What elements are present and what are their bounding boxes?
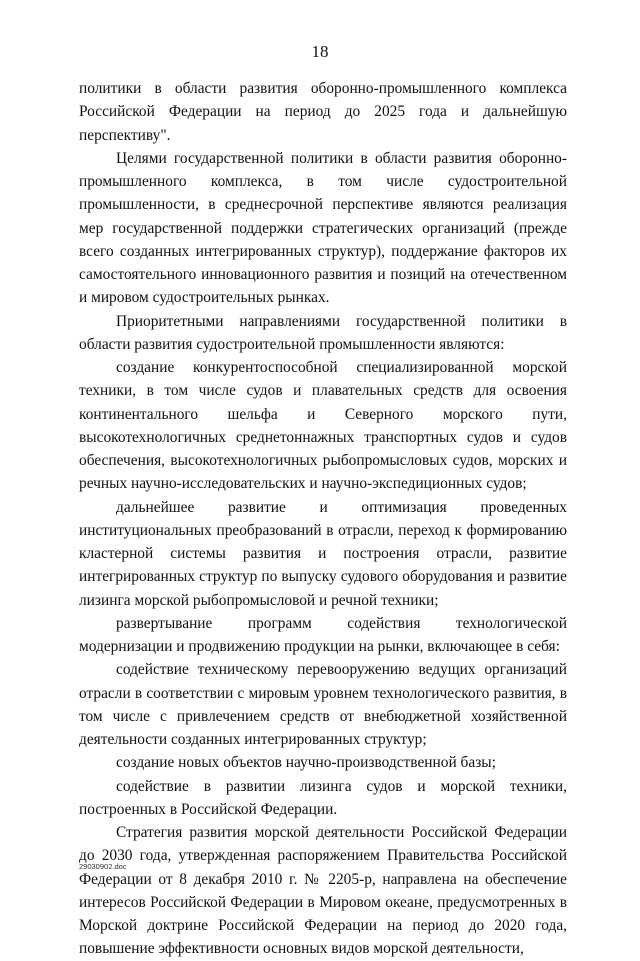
document-body — [79, 77, 567, 961]
paragraph-1: политики в области развития оборонно-промышленного комплекса Российской Федерации на период до 2025 года и дальнейшую перспективу". — [79, 80, 567, 144]
paragraph-9: содействие в развитии лизинга судов и морской техники, построенных в Российской Федерации. — [79, 777, 567, 818]
footer-file-name: 29030902.doc — [79, 862, 127, 871]
paragraph-5: дальнейшее развитие и оптимизация проведенных институциональных преобразований в отрасли, переход к формированию кластерной системы развития и построения отрасли, развитие интегрированных структур по выпуску судового оборудования и развитие лизинга морской рыбопромысловой и речной техники; — [79, 498, 567, 609]
paragraph-6: развертывание программ содействия технологической модернизации и продвижению продукции на рынки, включающее в себя: — [79, 614, 567, 655]
page-number: 18 — [311, 42, 329, 61]
paragraph-3: Приоритетными направлениями государственной политики в области развития судостроительной промышленности являются: — [79, 312, 567, 353]
paragraph-4: создание конкурентоспособной специализированной морской техники, в том числе судов и плавательных средств для освоения континентального шельфа и Северного морского пути, высокотехнологичных среднетоннажных транспортных судов и судов обеспечения, высокотехнологичных рыбопромысловых судов, морских и речных научно-исследовательских и научно-экспедиционных судов; — [79, 359, 567, 493]
paragraph-8: создание новых объектов научно-производственной базы; — [116, 754, 496, 772]
paragraph-2: Целями государственной политики в области развития оборонно-промышленного комплекса, в том числе судостроительной промышленности, в среднесрочной перспективе являются реализация мер государственной поддержки стратегических организаций (прежде всего созданных интегрированных структур), поддержание факторов их самостоятельного инновационного развития и позиций на отечественном и мировом судостроительных рынках. — [79, 149, 567, 307]
paragraph-10: Стратегия развития морской деятельности Российской Федерации до 2030 года, утвержденная распоряжением Правительства Российской Федерации от 8 декабря 2010 г. № 2205-р, направлена на обеспечение интересов Российской Федерации в Мировом океане, предусмотренных в Морской доктрине Российской Федерации на период до 2020 года, повышение эффективности основных видов морской деятельности, — [79, 824, 567, 958]
paragraph-7: содействие техническому перевооружению ведущих организаций отрасли в соответствии с мировым уровнем технологического развития, в том числе с привлечением средств от внебюджетной хозяйственной деятельности созданных интегрированных структур; — [79, 661, 567, 748]
